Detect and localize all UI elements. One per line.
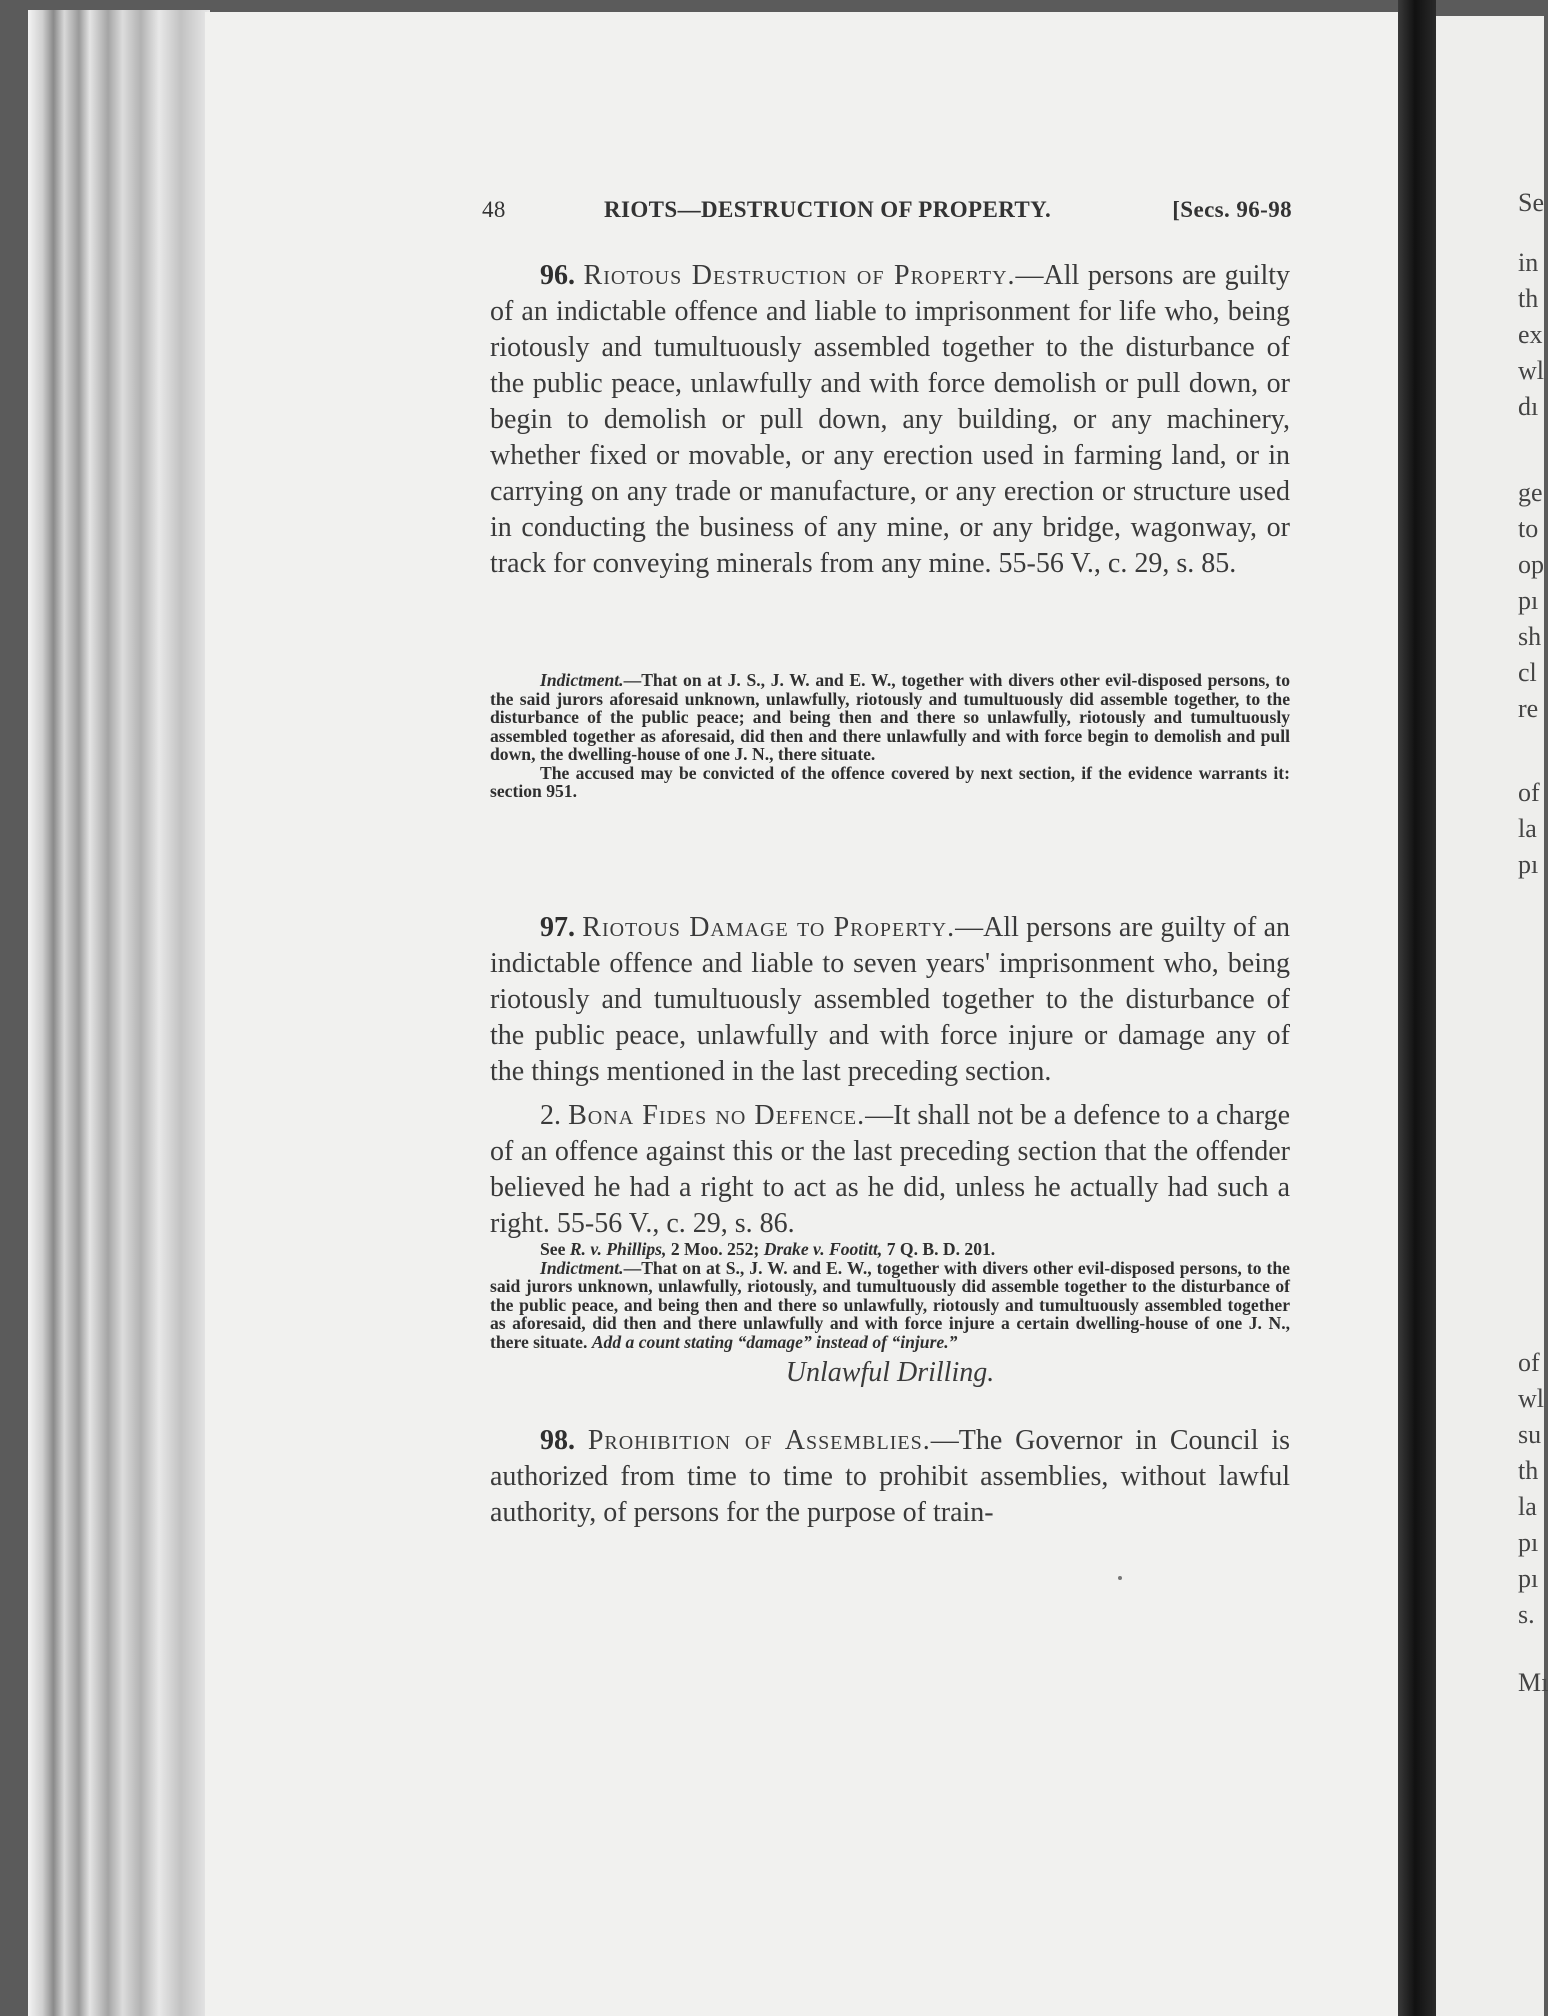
facing-fragment: pı	[1518, 586, 1539, 615]
section-number: 96.	[540, 260, 575, 291]
running-sections: [Secs. 96-98	[1172, 197, 1292, 222]
facing-fragment: th	[1518, 284, 1539, 313]
page-number: 48	[482, 197, 506, 222]
subsection-number: 2.	[540, 1100, 561, 1131]
indictment-label: Indictment.	[540, 1257, 624, 1278]
section-96-text	[490, 258, 1290, 582]
section-heading: Riotous Damage to Property.	[582, 912, 956, 943]
book-gutter	[1398, 0, 1436, 2016]
running-title: RIOTS—DESTRUCTION OF PROPERTY.	[604, 197, 1052, 222]
case-2: Drake v. Footitt,	[763, 1239, 883, 1259]
facing-fragment: Mı	[1518, 1668, 1548, 1697]
indictment-label: Indictment.	[540, 670, 624, 690]
see-label: See	[540, 1239, 566, 1259]
facing-fragment: dı	[1518, 392, 1539, 421]
section-heading: Riotous Destruction of Property.	[583, 260, 1016, 291]
section-body: —The Governor in Council is authorized from time to time to prohibit assemblies, without lawful authority, of persons for the purpose of train-	[490, 1425, 1290, 1528]
section-98	[490, 1423, 1290, 1531]
facing-fragment: to	[1518, 514, 1539, 543]
section-97-notes	[490, 1240, 1290, 1351]
note-96	[490, 764, 1290, 801]
facing-fragment: op	[1518, 550, 1544, 579]
facing-fragment: su	[1518, 1420, 1542, 1449]
facing-fragment: ex	[1518, 320, 1543, 349]
facing-fragment: Se	[1518, 188, 1544, 217]
indictment-97	[490, 1259, 1290, 1352]
section-body: —All persons are guilty of an indictable offence and liable to imprisonment for life who, being riotously and tumultuously assembled together to the disturbance of the public peace, unlawfully and with force demolish or pull down, or begin to demolish or pull down, any building, or any machinery, whether fixed or movable, or any erection used in farming land, or in carrying on any trade or manufacture, or any erection or structure used in conducting the business of any mine, or any bridge, wagonway, or track for conveying minerals from any mine. 55-56 V., c. 29, s. 85.	[490, 260, 1291, 579]
facing-fragment: pı	[1518, 850, 1539, 879]
section-96-indictment	[490, 671, 1290, 801]
section-98-text	[490, 1423, 1290, 1531]
facing-fragment: la	[1518, 814, 1537, 843]
indictment-text: —That on at S., J. W. and E. W., together with divers other evil-disposed persons, to the said jurors unknown, unlawfully, riotously, and tumultuously did assemble together to the disturbance of the public peace, and being then and there so unlawfully, riotously and tumultuously assembled together as aforesaid, did then and there unlawfully and with force injure a certain dwelling-house of one J. N., there situate.	[490, 1257, 1290, 1352]
facing-fragment: in	[1518, 248, 1539, 277]
subheading: Unlawful Drilling.	[785, 1357, 995, 1388]
case-1-cite: 2 Moo. 252;	[670, 1239, 760, 1259]
case-2-cite: 7 Q. B. D. 201.	[886, 1239, 996, 1259]
section-number: 97.	[540, 912, 575, 943]
facing-fragment: ge	[1518, 478, 1543, 507]
section-body: —All persons are guilty of an indictable offence and liable to seven years' imprisonment who, being riotously and tumultuously assembled together to the disturbance of the public peace, unlawfully and with force injure or damage any of the things mentioned in the last preceding section.	[490, 912, 1291, 1087]
running-head	[482, 197, 1292, 231]
section-96	[490, 258, 1290, 582]
indictment-tail: Add a count stating “damage” instead of “injure.”	[591, 1331, 958, 1352]
section-number: 98.	[540, 1425, 575, 1456]
case-citations	[490, 1240, 1290, 1259]
facing-fragment: of	[1518, 778, 1540, 807]
page-speck	[1118, 1576, 1122, 1580]
facing-fragment: pı	[1518, 1528, 1539, 1557]
book-page-edges	[28, 10, 210, 2016]
indictment-text: —That on at J. S., J. W. and E. W., together with divers other evil-disposed persons, to the said jurors aforesaid unknown, unlawfully, riotously and tumultuously did assemble together, to the disturbance of the public peace; and being then and there so unlawfully, riotously and tumultuously assembled together as aforesaid, did then and there unlawfully and with force begin to demolish and pull down, the dwelling-house of one J. N., there situate.	[490, 670, 1290, 764]
facing-fragment: la	[1518, 1492, 1537, 1521]
facing-fragment: cl	[1518, 658, 1537, 687]
indictment-96	[490, 671, 1290, 764]
section-97-sub2	[490, 1098, 1290, 1242]
section-heading: Prohibition of Assemblies.	[587, 1425, 931, 1456]
facing-page	[1436, 16, 1548, 2016]
section-97	[490, 910, 1290, 1242]
facing-fragment: re	[1518, 694, 1539, 723]
note-text: The accused may be convicted of the offence covered by next section, if the evidence warrants it: section 951.	[490, 762, 1290, 801]
facing-fragment: sh	[1518, 622, 1542, 651]
facing-fragment: wl	[1518, 356, 1544, 385]
subsection-body: —It shall not be a defence to a charge of an offence against this or the last preceding section that the offender believed he had a right to act as he did, unless he actually had such a right. 55-56 V., c. 29, s. 86.	[490, 1100, 1291, 1239]
section-97-text	[490, 910, 1290, 1090]
subsection-heading: Bona Fides no Defence.	[568, 1100, 866, 1131]
facing-fragment: th	[1518, 1456, 1539, 1485]
facing-fragment: pı	[1518, 1564, 1539, 1593]
case-1: R. v. Phillips,	[569, 1239, 667, 1259]
facing-fragment: of	[1518, 1348, 1540, 1377]
facing-fragment: wl	[1518, 1384, 1544, 1413]
facing-fragment: s.	[1518, 1600, 1535, 1629]
